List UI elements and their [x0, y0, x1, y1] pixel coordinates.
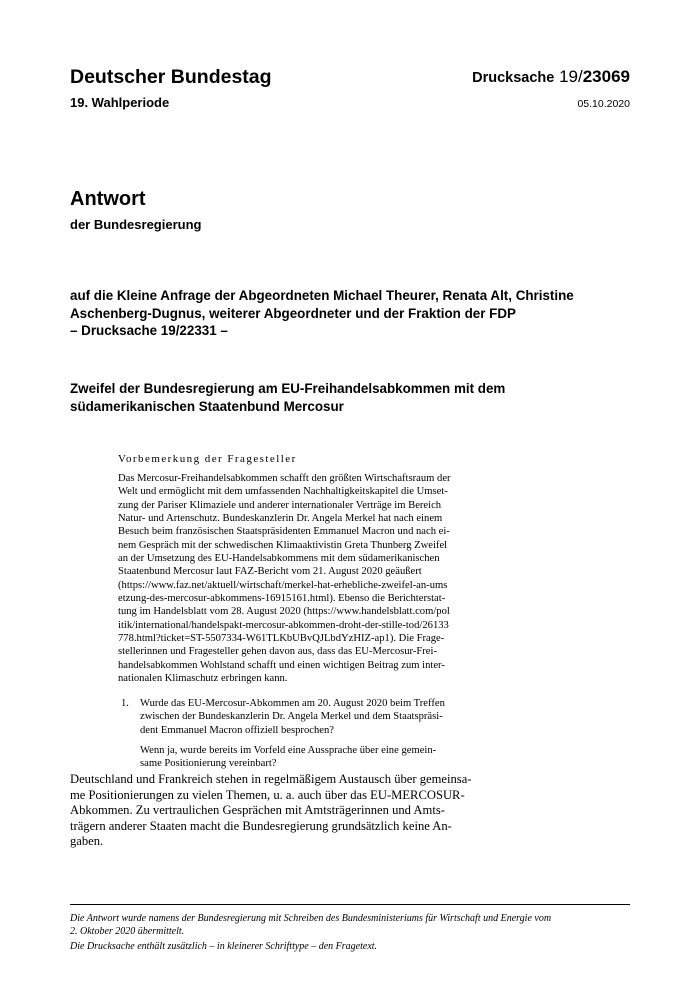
footer-line: Die Antwort wurde namens der Bundesregierung mit Schreiben des Bundesministeriums für Wirtschaft und Energie vom — [70, 913, 552, 924]
remark-line: tung im Handelsblatt vom 28. August 2020 (https://www.handelsblatt.com/pol — [118, 606, 450, 618]
question-line: zwischen der Bundeskanzlerin Dr. Angela Merkel und dem Staatspräsi- — [140, 711, 443, 723]
remark-line: Das Mercosur-Freihandelsabkommen schafft den größten Wirtschaftsraum der — [118, 473, 451, 484]
legislative-period: 19. Wahlperiode — [70, 95, 170, 110]
document-label: Drucksache — [472, 70, 555, 86]
answer-line: trägern anderer Staaten macht die Bundesregierung grundsätzlich keine An- — [70, 818, 452, 833]
remark-line: an der Umsetzung des EU-Handelsabkommens mit dem südamerikanischen — [118, 553, 440, 565]
page-title: Antwort — [70, 188, 146, 210]
inquiry-line: – Drucksache 19/22331 – — [70, 323, 228, 338]
answer-line: Deutschland und Frankreich stehen in regelmäßigem Austausch über gemeinsa- — [70, 772, 472, 786]
question-line: Wenn ja, wurde bereits im Vorfeld eine Aussprache über eine gemein- — [140, 745, 437, 757]
answer-line: gaben. — [70, 834, 104, 849]
footer-divider — [70, 904, 630, 905]
remark-heading: Vorbemerkung der Fragesteller — [118, 453, 297, 465]
document-date: 05.10.2020 — [577, 98, 630, 110]
remark-line: zung der Pariser Klimaziele und anderer internationaler Verträge im Bereich — [118, 499, 442, 511]
question-text — [140, 697, 490, 771]
footer-line: 2. Oktober 2020 übermittelt. — [70, 925, 185, 937]
remark-line: stellerinnen und Fragesteller gehen davon aus, dass das EU-Mercosur-Frei- — [118, 646, 437, 658]
remark-line: 778.html?ticket=ST-5507334-W61TLKbUBvQJLbdYzHIZ-ap1). Die Frage- — [118, 633, 445, 645]
document-prefix: 19/ — [559, 67, 583, 86]
question-number: 1. — [121, 698, 129, 709]
topic-line: südamerikanischen Staatenbund Mercosur — [70, 398, 344, 414]
organization-name: Deutscher Bundestag — [70, 66, 272, 88]
question-line: same Positionierung vereinbart? — [140, 758, 277, 770]
document-header — [70, 66, 630, 116]
document-number — [472, 67, 630, 87]
page-subtitle: der Bundesregierung — [70, 217, 202, 232]
inquiry-line: auf die Kleine Anfrage der Abgeordneten Michael Theurer, Renata Alt, Christine — [70, 288, 574, 303]
remark-line: itik/international/handelspakt-mercosur-abkommen-droht-der-stille-tod/26133 — [118, 619, 449, 631]
document-number-value: 23069 — [582, 67, 630, 86]
remark-line: (https://www.faz.net/aktuell/wirtschaft/merkel-hat-erhebliche-zweifel-an-ums — [118, 579, 448, 591]
topic-heading — [70, 380, 640, 415]
answer-text — [70, 772, 630, 850]
answer-line: me Positionierungen zu vielen Themen, u. a. auch über das EU-MERCOSUR- — [70, 787, 465, 802]
question-line: Wurde das EU-Mercosur-Abkommen am 20. August 2020 beim Treffen — [140, 698, 445, 709]
remark-line: Natur- und Artenschutz. Bundeskanzlerin Dr. Angela Merkel hat nach einem — [118, 513, 443, 525]
question-subquestion — [140, 744, 490, 771]
remark-line: etzung-des-mercosur-abkommens-16915161.html). Ebenso die Berichterstat- — [118, 593, 446, 605]
preliminary-remark — [118, 452, 488, 686]
remark-line: nationalen Klimaschutz erbringen kann. — [118, 673, 288, 685]
remark-line: Besuch beim französischen Staatspräsidenten Emmanuel Macron und nach ei- — [118, 526, 450, 538]
footer-line: Die Drucksache enthält zusätzlich – in kleinerer Schrifttype – den Fragetext. — [70, 941, 378, 953]
remark-line: Staatenbund Mercosur laut FAZ-Bericht vom 21. August 2020 geäußert — [118, 566, 422, 578]
question-line: dent Emmanuel Macron offiziell besprochen? — [140, 724, 334, 736]
remark-line: Welt und ermöglicht mit dem umfassenden Nachhaltigkeitskapitel die Umset- — [118, 486, 448, 498]
topic-line: Zweifel der Bundesregierung am EU-Freihandelsabkommen mit dem — [70, 381, 506, 396]
remark-line: handelsabkommen Wohlstand schafft und einen wichtigen Beitrag zum inter- — [118, 659, 445, 671]
remark-line: nem Gespräch mit der schwedischen Klimaaktivistin Greta Thunberg Zweifel — [118, 539, 448, 551]
inquiry-reference — [70, 287, 640, 340]
footer-note — [70, 913, 630, 954]
answer-line: Abkommen. Zu vertraulichen Gesprächen mit Amtsträgerinnen und Amts- — [70, 803, 445, 818]
inquiry-line: Aschenberg-Dugnus, weiterer Abgeordneter und der Fraktion der FDP — [70, 305, 516, 321]
remark-text — [118, 472, 488, 686]
